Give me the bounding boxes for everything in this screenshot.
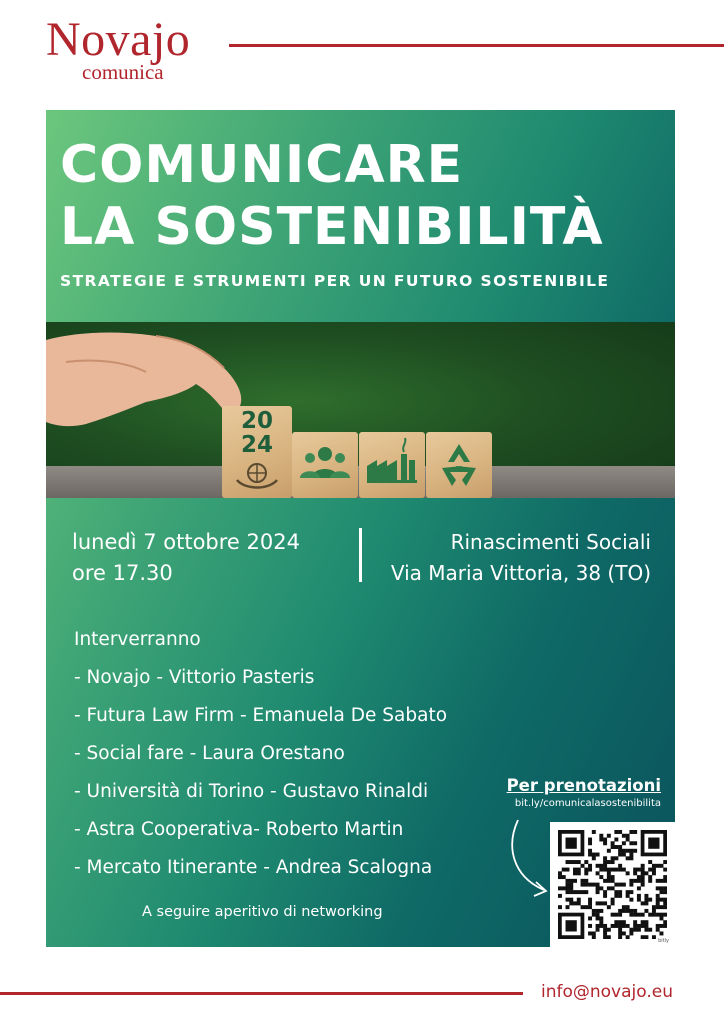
people-icon [292,432,358,498]
year-cube [222,406,292,498]
speaker-item: - Novajo - Vittorio Pasteris [74,667,315,688]
logo-wordmark: Novajo [46,13,191,66]
booking-info [507,775,661,811]
people-cube [292,432,358,498]
recycle-icon [426,432,492,498]
event-datetime [72,527,300,589]
booking-label: Per prenotazioni [506,776,661,795]
factory-cube [359,432,425,498]
hand-icon [46,322,251,434]
networking-note: A seguire aperitivo di networking [142,904,383,920]
year-cube-top: 20 [240,408,273,434]
sustainability-photo [46,322,675,498]
header-divider [229,44,724,47]
event-venue [391,527,651,589]
curved-arrow-icon [504,816,554,902]
title-line-2: LA SOSTENIBILITÀ [60,197,604,257]
qr-code-icon [558,830,667,939]
qr-brand: bitly [658,938,669,944]
speaker-item: - Mercato Itinerante - Andrea Scalogna [74,857,433,878]
qr-code[interactable] [550,822,675,947]
speaker-item: - Futura Law Firm - Emanuela De Sabato [74,705,448,726]
year-cube-bottom: 24 [240,432,273,458]
recycle-cube [426,432,492,498]
speakers-intro: Interverranno [74,629,201,650]
venue-address: Via Maria Vittoria, 38 (TO) [390,561,651,585]
factory-icon [359,432,425,498]
event-poster [46,110,675,947]
event-title [60,134,604,258]
title-line-1: COMUNICARE [60,135,464,195]
booking-link[interactable]: bit.ly/comunicalasostenibilita [514,798,661,809]
footer-divider [0,992,523,995]
event-subtitle: STRATEGIE E STRUMENTI PER UN FUTURO SOSTENIBILE [60,272,610,290]
novajo-logo [46,14,216,84]
venue-name: Rinascimenti Sociali [450,530,651,554]
event-date: lunedì 7 ottobre 2024 [72,530,300,554]
speaker-item: - Social fare - Laura Orestano [74,743,345,764]
event-time: ore 17.30 [72,561,173,585]
speaker-item: - Astra Cooperativa- Roberto Martin [74,819,404,840]
contact-email[interactable]: info@novajo.eu [541,982,673,1002]
speaker-item: - Università di Torino - Gustavo Rinaldi [74,781,429,802]
speakers-list [74,628,447,894]
info-divider [359,528,362,582]
hands-globe-icon [235,462,279,494]
logo-tagline: comunica [82,60,164,84]
